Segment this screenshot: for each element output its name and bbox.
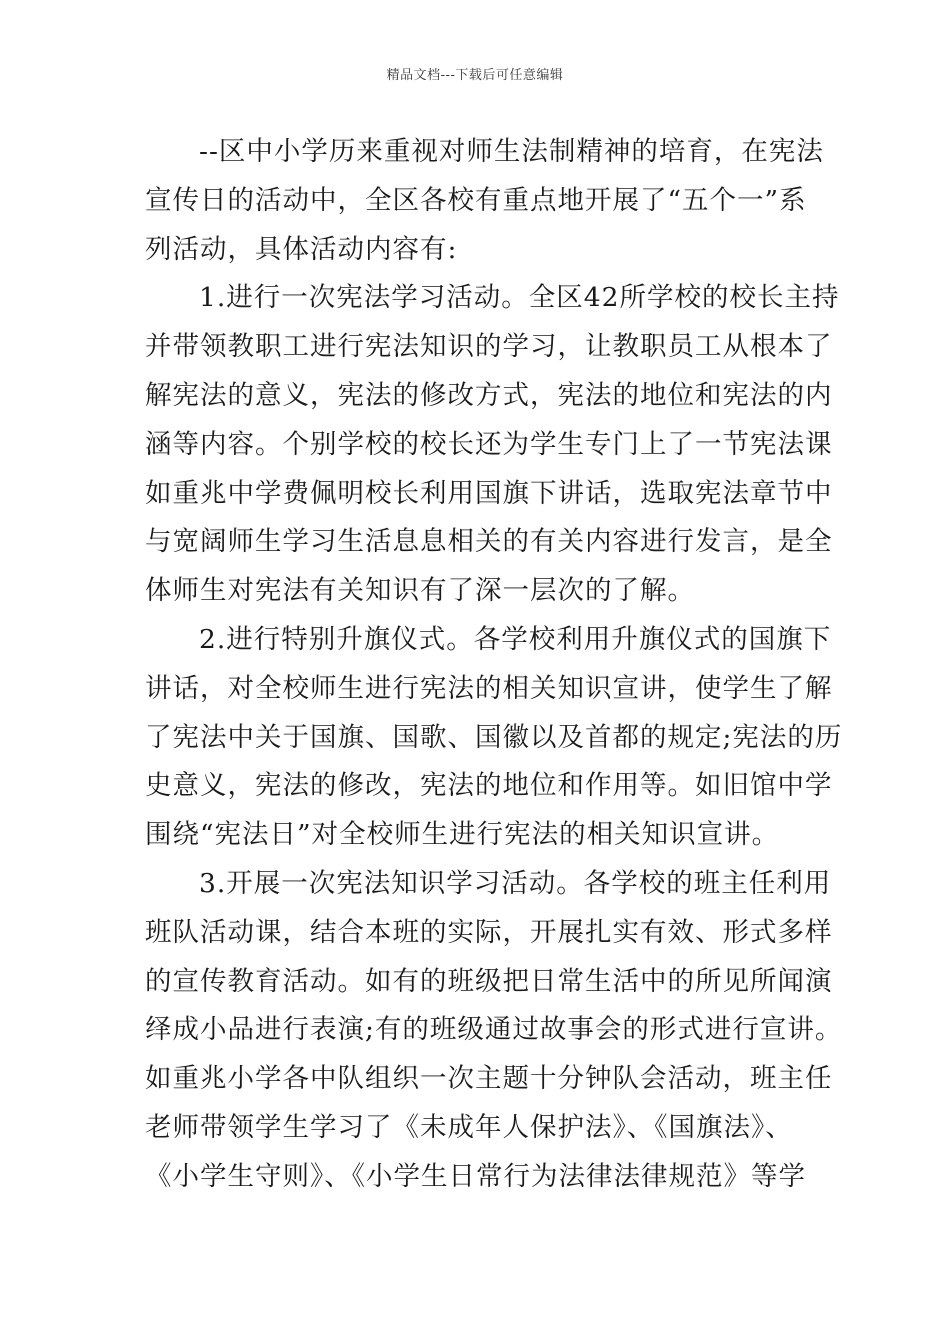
document-body [145,128,843,1202]
paragraph-item-1-line-4: 涵等内容。个别学校的校长还为学生专门上了一节宪法课 [145,428,833,460]
paragraph-item-2-line-1: 2.进行特别升旗仪式。各学校利用升旗仪式的国旗下 [199,623,832,655]
paragraph-intro-line-1: --区中小学历来重视对师生法制精神的培育，在宪法 [199,136,824,167]
paragraph-item-3-line-2: 班队活动课，结合本班的实际，开展扎实有效、形式多样 [145,916,833,948]
paragraph-item-1-line-7: 体师生对宪法有关知识有了深一层次的了解。 [145,575,695,607]
paragraph-item-2-line-2: 讲话，对全校师生进行宪法的相关知识宣讲，使学生了解 [145,672,833,704]
paragraph-item-1-line-6: 与宽阔师生学习生活息息相关的有关内容进行发言，是全 [145,526,833,558]
paragraph-item-3-line-5: 如重兆小学各中队组织一次主题十分钟队会活动，班主任 [145,1063,833,1095]
paragraph-item-1-line-2: 并带领教职工进行宪法知识的学习，让教职员工从根本了 [145,331,833,363]
paragraph-item-1-line-3: 解宪法的意义，宪法的修改方式，宪法的地位和宪法的内 [145,379,833,411]
paragraph-item-3-line-7: 《小学生守则》、《小学生日常行为法律法律规范》等学 [145,1160,806,1192]
paragraph-item-2-line-3: 了宪法中关于国旗、国歌、国徽以及首都的规定;宪法的历 [145,721,843,753]
paragraph-intro-line-3: 列活动，具体活动内容有: [145,233,458,265]
paragraph-item-1-line-1: 1.进行一次宪法学习活动。全区42所学校的校长主持 [199,282,840,314]
paragraph-item-3-line-1: 3.开展一次宪法知识学习活动。各学校的班主任利用 [199,867,832,899]
paragraph-item-3-line-6: 老师带领学生学习了《未成年人保护法》、《国旗法》、 [145,1111,793,1143]
paragraph-intro-line-2: 宣传日的活动中，全区各校有重点地开展了“五个一”系 [145,184,807,216]
paragraph-item-2-line-5: 围绕“宪法日”对全校师生进行宪法的相关知识宣讲。 [145,819,780,851]
page-header: 精品文档---下载后可任意编辑 [386,68,564,83]
paragraph-item-1-line-5: 如重兆中学费佩明校长利用国旗下讲话，选取宪法章节中 [145,477,833,509]
paragraph-item-3-line-3: 的宣传教育活动。如有的班级把日常生活中的所见所闻演 [145,965,833,997]
paragraph-item-3-line-4: 绎成小品进行表演;有的班级通过故事会的形式进行宣讲。 [145,1014,843,1046]
paragraph-item-2-line-4: 史意义，宪法的修改，宪法的地位和作用等。如旧馆中学 [145,770,833,802]
